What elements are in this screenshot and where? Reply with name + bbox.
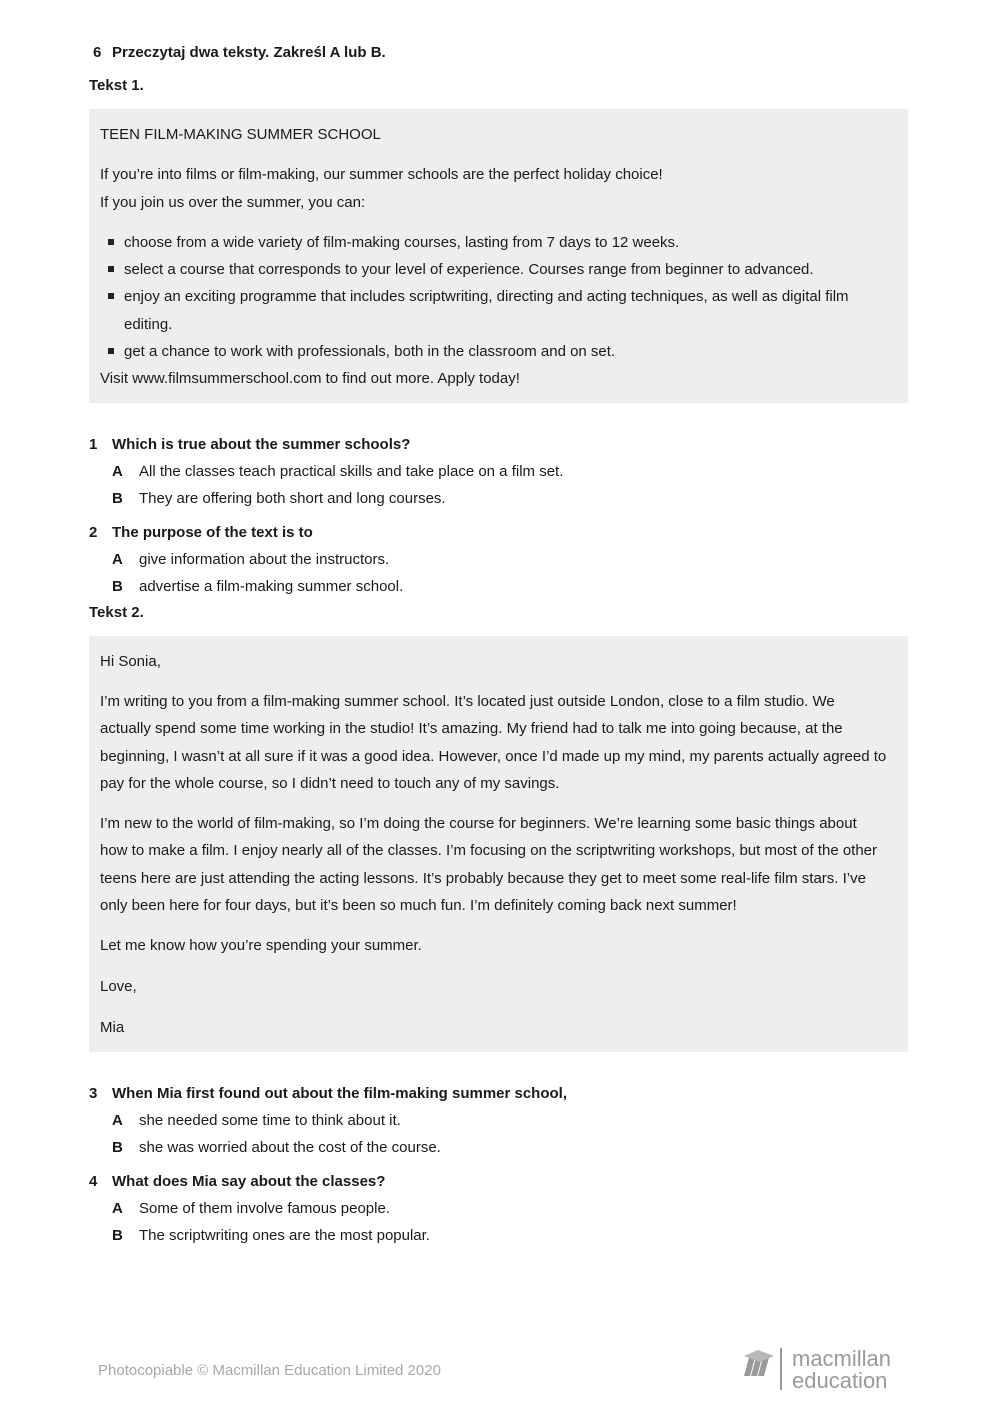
option-letter[interactable]: B (112, 578, 123, 595)
exercise-instruction: Przeczytaj dwa teksty. Zakreśl A lub B. (112, 44, 386, 61)
option-letter[interactable]: B (112, 1139, 123, 1156)
bullet-marker (108, 239, 114, 245)
option-text[interactable]: give information about the instructors. (139, 551, 390, 568)
text1-bullet-continuation: editing. (124, 316, 173, 333)
question-text: The purpose of the text is to (112, 524, 313, 541)
option-letter[interactable]: A (112, 1200, 123, 1217)
letter-para2-line: I’m new to the world of film-making, so I’m doing the course for beginners. We’re learning some basic things about (100, 815, 857, 832)
text1-closing: Visit www.filmsummerschool.com to find out more. Apply today! (100, 370, 520, 387)
option-text[interactable]: she needed some time to think about it. (139, 1112, 401, 1129)
option-letter[interactable]: A (112, 1112, 123, 1129)
option-letter[interactable]: B (112, 490, 123, 507)
macmillan-logo-icon (744, 1350, 774, 1376)
letter-para1-line: I’m writing to you from a film-making summer school. It’s located just outside London, close to a film studio. We (100, 693, 835, 710)
bullet-marker (108, 293, 114, 299)
letter-para3: Let me know how you’re spending your summer. (100, 937, 422, 954)
question-text: Which is true about the summer schools? (112, 436, 411, 453)
option-text[interactable]: advertise a film-making summer school. (139, 578, 404, 595)
footer-copyright: Photocopiable © Macmillan Education Limited 2020 (98, 1362, 441, 1379)
option-text[interactable]: Some of them involve famous people. (139, 1200, 390, 1217)
text1-intro-line: If you’re into films or film-making, our summer schools are the perfect holiday choice! (100, 166, 663, 183)
option-text[interactable]: she was worried about the cost of the course. (139, 1139, 441, 1156)
question-number: 1 (89, 436, 98, 453)
letter-para1-line: pay for the whole course, so I didn’t need to touch any of my savings. (100, 775, 560, 792)
option-letter[interactable]: A (112, 463, 123, 480)
letter-para2-line: teens here are just attending the acting lessons. It’s probably because they get to meet some real-life film stars. I’ve (100, 870, 866, 887)
option-letter[interactable]: B (112, 1227, 123, 1244)
text1-bullet: select a course that corresponds to your level of experience. Courses range from beginner to advanced. (124, 261, 814, 278)
text1-bullet: choose from a wide variety of film-making courses, lasting from 7 days to 12 weeks. (124, 234, 680, 251)
logo-divider (780, 1348, 782, 1390)
question-number: 3 (89, 1085, 98, 1102)
text1-bullet: enjoy an exciting programme that includes scriptwriting, directing and acting techniques, as well as digital film (124, 288, 849, 305)
bullet-marker (108, 266, 114, 272)
letter-para1-line: beginning, I wasn’t at all sure if it was a good idea. However, once I’d made up my mind, my parents actually agreed to (100, 748, 887, 765)
bullet-marker (108, 348, 114, 354)
text1-title: TEEN FILM-MAKING SUMMER SCHOOL (100, 126, 381, 143)
option-letter[interactable]: A (112, 551, 123, 568)
question-number: 2 (89, 524, 98, 541)
letter-para2-line: how to make a film. I enjoy nearly all of the classes. I’m focusing on the scriptwriting workshops, but most of the other (100, 842, 878, 859)
text1-label: Tekst 1. (89, 77, 144, 94)
option-text[interactable]: They are offering both short and long courses. (139, 490, 446, 507)
question-text: What does Mia say about the classes? (112, 1173, 386, 1190)
text1-bullet: get a chance to work with professionals, both in the classroom and on set. (124, 343, 616, 360)
exercise-number: 6 (93, 44, 102, 61)
letter-para1-line: actually spend some time working in the studio! It’s amazing. My friend had to talk me into going because, at the (100, 720, 843, 737)
letter-para2-line: only been here for four days, but it’s been so much fun. I’m definitely coming back next summer! (100, 897, 737, 914)
question-text: When Mia first found out about the film-making summer school, (112, 1085, 568, 1102)
text1-intro-line: If you join us over the summer, you can: (100, 194, 366, 211)
letter-signoff: Love, (100, 978, 137, 995)
logo-text-line1: macmillan (792, 1346, 892, 1371)
letter-greeting: Hi Sonia, (100, 653, 161, 670)
option-text[interactable]: All the classes teach practical skills and take place on a film set. (139, 463, 564, 480)
question-number: 4 (89, 1173, 98, 1190)
logo-text-line2: education (792, 1368, 888, 1393)
text2-label: Tekst 2. (89, 604, 144, 621)
option-text[interactable]: The scriptwriting ones are the most popular. (139, 1227, 430, 1244)
letter-signature: Mia (100, 1019, 125, 1036)
